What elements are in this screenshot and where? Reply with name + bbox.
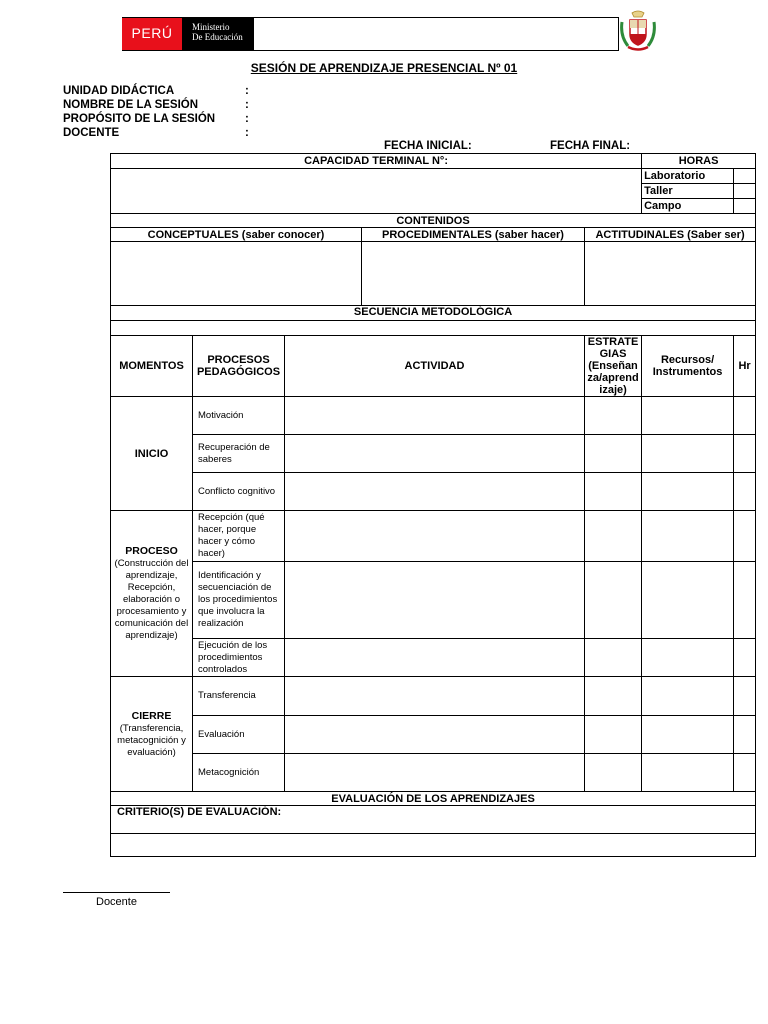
estrategia-cell[interactable] <box>585 716 642 754</box>
recursos-cell[interactable] <box>642 716 734 754</box>
proceso-item: Motivación <box>193 397 285 435</box>
momento-cierre-desc: (Transferencia, metacognición y evaluación) <box>117 722 186 758</box>
horas-campo-label: Campo <box>642 199 734 214</box>
recursos-cell[interactable] <box>642 754 734 792</box>
document-title: SESIÓN DE APRENDIZAJE PRESENCIAL Nº 01 <box>250 61 518 75</box>
contenidos-header: CONTENIDOS <box>111 214 756 228</box>
header-bar <box>122 17 619 51</box>
momento-cierre-title: CIERRE <box>131 709 172 722</box>
horas-laboratorio-label: Laboratorio <box>642 169 734 184</box>
country-label: PERÚ <box>131 25 173 41</box>
estrategia-cell[interactable] <box>585 511 642 562</box>
proceso-item: Transferencia <box>193 677 285 716</box>
procedimentales-header: PROCEDIMENTALES (saber hacer) <box>362 228 585 242</box>
horas-campo-value[interactable] <box>734 199 756 214</box>
proceso-item: Recepción (qué hacer, porque hacer y cómo hacer) <box>193 511 285 562</box>
momento-proceso <box>111 511 193 677</box>
horas-taller-label: Taller <box>642 184 734 199</box>
signature-label: Docente <box>96 896 137 908</box>
actividad-cell[interactable] <box>285 677 585 716</box>
field-colon: : <box>245 127 249 139</box>
procesos-header: PROCESOS PEDAGÓGICOS <box>193 336 285 397</box>
recursos-header: Recursos/ Instrumentos <box>642 336 734 397</box>
actividad-cell[interactable] <box>285 397 585 435</box>
header-blank <box>254 18 619 50</box>
estrategia-cell[interactable] <box>585 397 642 435</box>
estrategia-cell[interactable] <box>585 562 642 639</box>
hr-cell[interactable] <box>734 562 756 639</box>
capacidad-terminal-cell[interactable] <box>111 169 642 214</box>
momento-proceso-title: PROCESO <box>125 545 178 557</box>
proceso-item: Identificación y secuenciación de los procedimientos que involucra la realización <box>193 562 285 639</box>
recursos-cell[interactable] <box>642 397 734 435</box>
horas-taller-value[interactable] <box>734 184 756 199</box>
hr-cell[interactable] <box>734 511 756 562</box>
hr-cell[interactable] <box>734 639 756 677</box>
session-table <box>110 153 756 857</box>
recursos-cell[interactable] <box>642 511 734 562</box>
peru-logo-box <box>122 18 182 50</box>
field-colon: : <box>245 99 249 111</box>
estrategia-cell[interactable] <box>585 639 642 677</box>
recursos-cell[interactable] <box>642 562 734 639</box>
hr-cell[interactable] <box>734 716 756 754</box>
ministry-line2: De Educación <box>192 32 243 42</box>
horas-laboratorio-value[interactable] <box>734 169 756 184</box>
field-nombre-sesion: NOMBRE DE LA SESIÓN <box>63 99 199 111</box>
field-proposito-sesion: PROPÓSITO DE LA SESIÓN <box>63 113 216 125</box>
estrategia-cell[interactable] <box>585 473 642 511</box>
actividad-cell[interactable] <box>285 754 585 792</box>
conceptuales-cell[interactable] <box>111 242 362 306</box>
fecha-final-label: FECHA FINAL: <box>550 140 631 152</box>
fecha-inicial-label: FECHA INICIAL: <box>384 140 472 152</box>
ministry-logo-box <box>182 18 254 50</box>
criterios-extra-row[interactable] <box>111 834 756 857</box>
actividad-cell[interactable] <box>285 639 585 677</box>
hr-cell[interactable] <box>734 473 756 511</box>
procedimentales-cell[interactable] <box>362 242 585 306</box>
estrategias-header: ESTRATEGIAS (Enseñanza/aprendizaje) <box>585 336 642 397</box>
proceso-item: Recuperación de saberes <box>193 435 285 473</box>
recursos-cell[interactable] <box>642 473 734 511</box>
momento-proceso-desc: (Construcción del aprendizaje, Recepción, elaboración o procesamiento y comunicación del aprendizaje) <box>114 558 189 641</box>
actividad-cell[interactable] <box>285 511 585 562</box>
proceso-item: Metacognición <box>193 754 285 792</box>
recursos-cell[interactable] <box>642 677 734 716</box>
secuencia-header: SECUENCIA METODOLÓGICA <box>111 306 756 321</box>
recursos-cell[interactable] <box>642 435 734 473</box>
momento-inicio: INICIO <box>111 397 193 511</box>
field-colon: : <box>245 85 249 97</box>
hr-cell[interactable] <box>734 754 756 792</box>
momento-cierre <box>111 677 193 792</box>
conceptuales-header: CONCEPTUALES (saber conocer) <box>111 228 362 242</box>
actitudinales-header: ACTITUDINALES (Saber ser) <box>585 228 756 242</box>
secuencia-spacer <box>111 321 756 336</box>
proceso-item: Conflicto cognitivo <box>193 473 285 511</box>
hr-cell[interactable] <box>734 677 756 716</box>
estrategia-cell[interactable] <box>585 435 642 473</box>
criterios-evaluacion-cell[interactable]: CRITERIO(S) DE EVALUACIÓN: <box>111 806 756 834</box>
field-unidad-didactica: UNIDAD DIDÁCTICA <box>63 85 175 97</box>
actividad-cell[interactable] <box>285 562 585 639</box>
proceso-item: Ejecución de los procedimientos controlados <box>193 639 285 677</box>
momentos-header: MOMENTOS <box>111 336 193 397</box>
horas-header: HORAS <box>642 154 756 169</box>
actitudinales-cell[interactable] <box>585 242 756 306</box>
actividad-header: ACTIVIDAD <box>285 336 585 397</box>
actividad-cell[interactable] <box>285 435 585 473</box>
field-colon: : <box>245 113 249 125</box>
proceso-item: Evaluación <box>193 716 285 754</box>
actividad-cell[interactable] <box>285 716 585 754</box>
signature-line <box>63 892 170 893</box>
hr-cell[interactable] <box>734 397 756 435</box>
evaluacion-header: EVALUACIÓN DE LOS APRENDIZAJES <box>111 792 756 806</box>
coat-of-arms-icon <box>616 8 660 52</box>
field-docente: DOCENTE <box>63 127 120 139</box>
recursos-cell[interactable] <box>642 639 734 677</box>
capacidad-terminal-header: CAPACIDAD TERMINAL N°: <box>111 154 642 169</box>
hr-header: Hr <box>734 336 756 397</box>
hr-cell[interactable] <box>734 435 756 473</box>
ministry-line1: Ministerio <box>192 22 230 32</box>
estrategia-cell[interactable] <box>585 754 642 792</box>
estrategia-cell[interactable] <box>585 677 642 716</box>
actividad-cell[interactable] <box>285 473 585 511</box>
